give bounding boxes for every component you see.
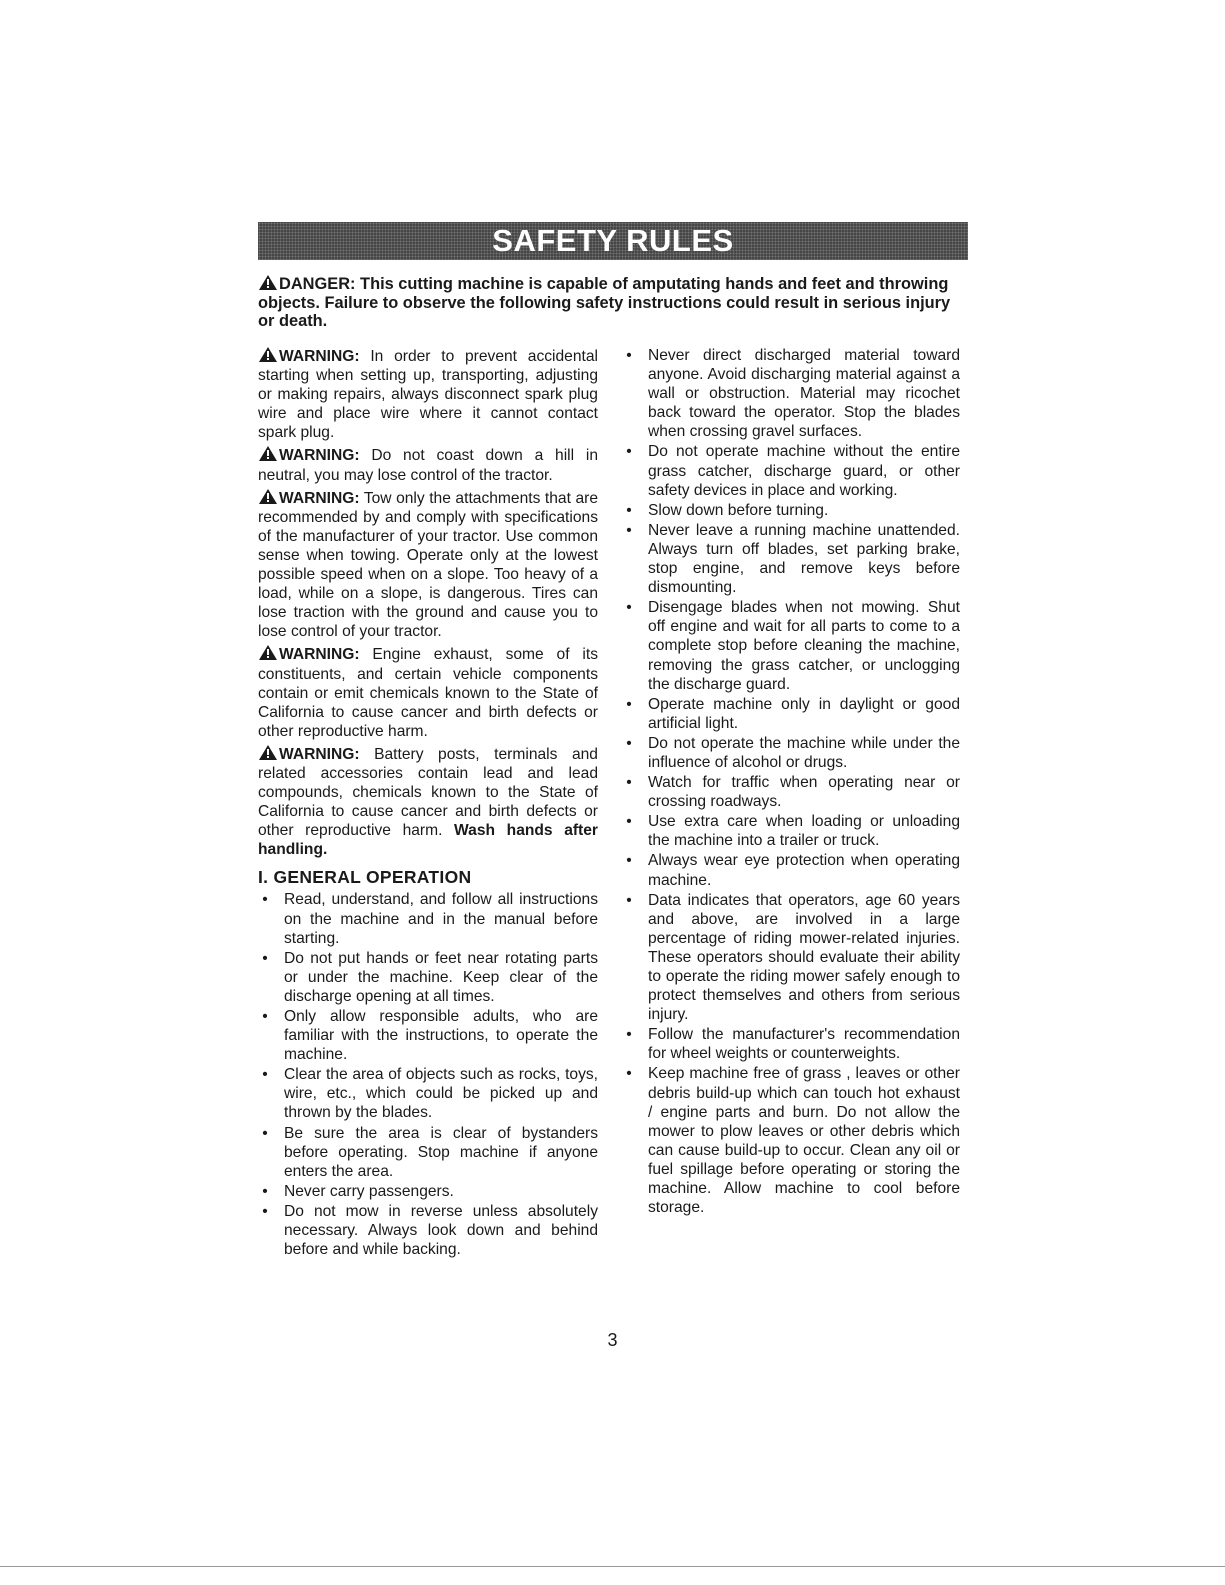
bullet-glyph: •: [262, 949, 268, 967]
warning-label: WARNING:: [279, 745, 360, 763]
list-item: [258, 1202, 598, 1259]
warning-text: Battery posts, terminals and related accessories contain lead and lead compounds, chemicals known to the State of California to cause cancer and birth defects or other reproductive harm.: [258, 745, 598, 840]
warning-paragraph: [258, 346, 598, 442]
list-item-text: Never leave a running machine unattended. Always turn off blades, set parking brake, stop engine, and remove keys before dismounting.: [648, 521, 960, 597]
bullet-glyph: •: [626, 521, 632, 539]
bullet-glyph: •: [626, 599, 632, 617]
list-item: [258, 1065, 598, 1122]
danger-label: DANGER:: [279, 275, 356, 293]
list-item-text: Never direct discharged material toward anyone. Avoid discharging material against a wall or obstruction. Material may ricochet back toward the operator. Stop the blades when crossing gravel surfaces.: [648, 347, 960, 441]
warning-triangle-icon: [258, 644, 278, 661]
list-item: [622, 812, 960, 850]
bullet-glyph: •: [262, 891, 268, 909]
danger-notice: [258, 274, 970, 331]
left-bullet-list: [258, 890, 598, 1259]
bullet-glyph: •: [262, 1008, 268, 1025]
list-item: [622, 501, 960, 520]
list-item-text: Never carry passengers.: [284, 1182, 454, 1200]
right-column: [622, 346, 960, 1218]
list-item-text: Be sure the area is clear of bystanders before operating. Stop machine if anyone enters the area.: [284, 1124, 598, 1180]
warning-paragraph: [258, 744, 598, 860]
warning-triangle-icon: [258, 346, 278, 363]
warnings-list: [258, 346, 598, 859]
list-item-text: Disengage blades when not mowing. Shut off engine and wait for all parts to come to a complete stop before cleaning the machine, removing the grass catcher, or unclogging the discharge guard.: [648, 599, 960, 693]
bullet-glyph: •: [626, 813, 632, 831]
warning-label: WARNING:: [279, 447, 360, 465]
warning-label: WARNING:: [279, 646, 360, 664]
list-item-text: Do not operate machine without the entire grass catcher, discharge guard, or other safety devices in place and working.: [648, 443, 960, 499]
list-item: [622, 734, 960, 772]
bullet-glyph: •: [262, 1202, 268, 1220]
warning-text: Do not coast down a hill in neutral, you may lose control of the tractor.: [258, 447, 598, 484]
page-number: 3: [607, 1330, 618, 1350]
list-item: [622, 1064, 960, 1217]
bullet-glyph: •: [626, 1026, 632, 1044]
warning-emphasis: Wash hands after handling.: [258, 822, 598, 859]
bullet-glyph: •: [626, 734, 632, 752]
bullet-glyph: •: [626, 501, 632, 519]
list-item-text: Clear the area of objects such as rocks, toys, wire, etc., which could be picked up and thrown by the blades.: [284, 1066, 598, 1122]
bullet-glyph: •: [262, 1066, 268, 1084]
banner-title: SAFETY RULES: [492, 223, 734, 258]
bullet-glyph: •: [262, 1124, 268, 1142]
list-item: [622, 442, 960, 499]
bullet-glyph: •: [626, 443, 632, 461]
list-item-text: Do not operate the machine while under the influence of alcohol or drugs.: [648, 734, 960, 771]
list-item: [622, 598, 960, 693]
list-item: [258, 949, 598, 1006]
warning-paragraph: [258, 644, 598, 740]
warning-triangle-icon: [258, 445, 278, 462]
bullet-glyph: •: [626, 1065, 632, 1083]
bottom-rule: [0, 1566, 1225, 1567]
warning-triangle-icon: [258, 274, 278, 291]
warning-text: In order to prevent accidental starting when setting up, transporting, adjusting or making repairs, always disconnect spark plug wire and place wire where it cannot contact spark plug.: [258, 348, 598, 442]
list-item-text: Read, understand, and follow all instructions on the machine and in the manual before starting.: [284, 891, 598, 947]
list-item: [622, 1025, 960, 1063]
warning-paragraph: [258, 445, 598, 484]
list-item-text: Always wear eye protection when operating machine.: [648, 852, 960, 889]
list-item-text: Follow the manufacturer's recommendation for wheel weights or counterweights.: [648, 1026, 960, 1063]
list-item-text: Operate machine only in daylight or good artificial light.: [648, 695, 960, 732]
warning-label: WARNING:: [279, 348, 360, 365]
list-item-text: Slow down before turning.: [648, 501, 829, 519]
safety-rules-banner: [258, 222, 968, 260]
list-item: [622, 521, 960, 597]
danger-text: This cutting machine is capable of amputating hands and feet and throwing objects. Failure to observe the following safety instructions could result in serious injury or death.: [258, 275, 951, 330]
section-title: I. GENERAL OPERATION: [258, 867, 472, 888]
list-item-text: Watch for traffic when operating near or crossing roadways.: [648, 774, 960, 811]
list-item: [622, 346, 960, 441]
warning-text: Tow only the attachments that are recommended by and comply with specifications of the manufacturer of your tractor. Use common sense when towing. Operate only at the lowest possible speed when on a slope. Too heavy of a load, while on a slope, is dangerous. Tires can lose traction with the ground and cause you to lose control of your tractor.: [258, 489, 598, 641]
list-item: [258, 1124, 598, 1181]
bullet-glyph: •: [626, 774, 632, 792]
right-bullet-list: [622, 346, 960, 1217]
list-item: [258, 890, 598, 947]
bullet-glyph: •: [626, 347, 632, 364]
bullet-glyph: •: [626, 852, 632, 870]
warning-triangle-icon: [258, 744, 278, 761]
warning-paragraph: [258, 488, 598, 642]
warning-label: WARNING:: [279, 489, 360, 507]
list-item: [258, 1182, 598, 1201]
warning-triangle-icon: [258, 488, 278, 505]
list-item-text: Data indicates that operators, age 60 years and above, are involved in a large percentage of riding mower-related injuries. These operators should evaluate their ability to operate the riding mower safely enough to protect themselves and others from serious injury.: [648, 891, 960, 1024]
bullet-glyph: •: [626, 891, 632, 909]
list-item-text: Only allow responsible adults, who are familiar with the instructions, to operate the machine.: [284, 1008, 598, 1064]
left-column: [258, 346, 598, 1260]
list-item-text: Do not mow in reverse unless absolutely necessary. Always look down and behind before and while backing.: [284, 1202, 598, 1259]
list-item-text: Keep machine free of grass , leaves or other debris build-up which can touch hot exhaust / engine parts and burn. Do not allow the mower to plow leaves or other debris which can cause build-up to occur. Clean any oil or fuel spillage before operating or storing the machine. Allow machine to cool before storage.: [648, 1065, 960, 1217]
bullet-glyph: •: [626, 695, 632, 713]
list-item: [622, 851, 960, 889]
list-item-text: Do not put hands or feet near rotating parts or under the machine. Keep clear of the discharge opening at all times.: [284, 949, 598, 1005]
list-item: [258, 1007, 598, 1064]
list-item-text: Use extra care when loading or unloading the machine into a trailer or truck.: [648, 813, 960, 850]
list-item: [622, 773, 960, 811]
bullet-glyph: •: [262, 1182, 268, 1200]
list-item: [622, 695, 960, 733]
warning-text: Engine exhaust, some of its constituents, and certain vehicle components contain or emit chemicals known to the State of California to cause cancer and birth defects or other reproductive harm.: [258, 646, 598, 740]
list-item: [622, 891, 960, 1025]
